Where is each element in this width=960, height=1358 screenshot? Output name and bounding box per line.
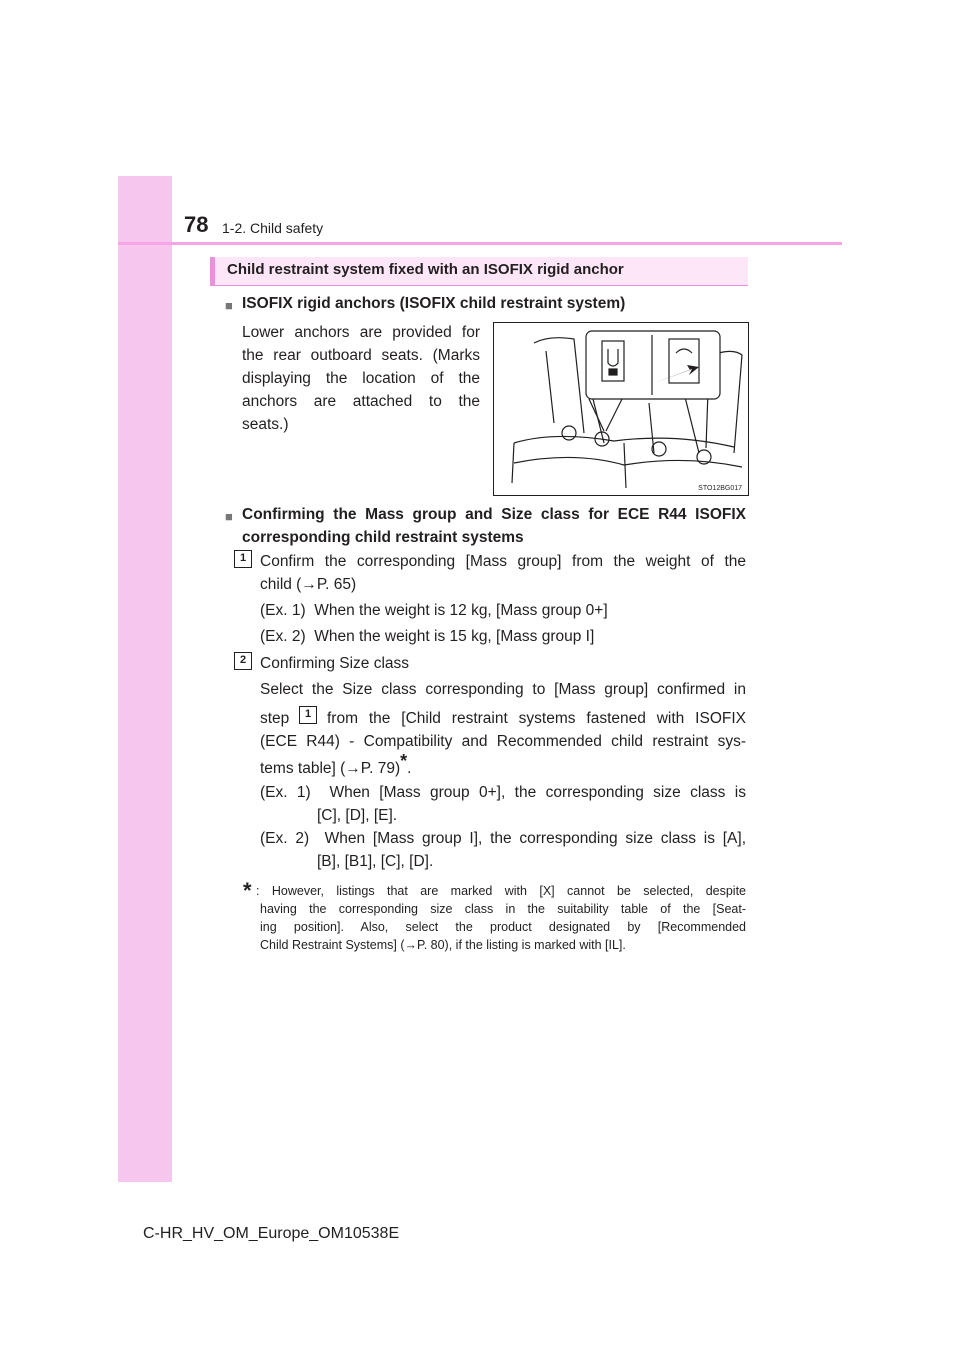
bullet-square-icon: ■ [225,509,233,524]
step-1-line-2: child (→P. 65) [260,576,357,593]
step-1-line-1: Confirm the corresponding [Mass group] from the weight of the [260,553,746,570]
rear-seat-isofix-drawing [494,323,748,495]
section-heading-text: Child restraint system fixed with an ISOFIX rigid anchor [227,261,624,278]
confirming-title-1: Confirming the Mass group and Size class for ECE R44 ISOFIX [242,506,746,523]
step-2-line-3b: from the [Child restraint systems fastened with ISOFIX [327,710,746,727]
page-number: 78 [184,212,209,237]
heading-divider [210,285,748,286]
sidebar-tab [118,176,172,1182]
step-2-example-2b: [B], [B1], [C], [D]. [317,853,434,870]
confirming-title-2: corresponding child restraint systems [242,529,524,546]
section-heading [210,257,748,285]
footnote-line-1: : However, listings that are marked with [X] cannot be selected, despite [256,884,746,898]
asterisk-marker: * [400,750,408,771]
seat-anchor-illustration [493,322,749,496]
step-2-line-1: Confirming Size class [260,655,410,672]
isofix-line-5: seats.) [242,416,289,433]
step-2-number: 2 [234,652,252,670]
step-1-example-2: (Ex. 2) When the weight is 15 kg, [Mass group I] [260,628,595,645]
step-1-reference: 1 [299,706,317,724]
isofix-line-4: anchors are attached to the [242,393,480,410]
step-2-line-5: tems table] (→P. 79)*. [260,750,412,777]
step-2-line-3a: step [260,710,290,727]
footnote-line-2: having the corresponding size class in the suitability table of the [Seat- [260,902,746,916]
step-2-line-2: Select the Size class corresponding to [Mass group] confirmed in [260,681,746,698]
step-2-example-1a: (Ex. 1) When [Mass group 0+], the corresponding size class is [260,784,746,801]
figure-label: STO12BG017 [698,485,742,492]
step-2-line-4: (ECE R44) - Compatibility and Recommended child restraint sys- [260,733,746,750]
section-title: 1-2. Child safety [222,220,324,236]
footnote-line-4: Child Restraint Systems] (→P. 80), if the listing is marked with [IL]. [260,938,626,952]
step-2-example-2a: (Ex. 2) When [Mass group I], the corresponding size class is [A], [260,830,746,847]
step-1-number: 1 [234,550,252,568]
step-2-example-1b: [C], [D], [E]. [317,807,398,824]
isofix-line-3: displaying the location of the [242,370,480,387]
isofix-line-2: the rear outboard seats. (Marks [242,347,480,364]
isofix-title: ISOFIX rigid anchors (ISOFIX child restraint system) [242,295,626,312]
step-1-example-1: (Ex. 1) When the weight is 12 kg, [Mass group 0+] [260,602,608,619]
bullet-square-icon: ■ [225,298,233,313]
document-code: C-HR_HV_OM_Europe_OM10538E [143,1225,400,1242]
footnote-asterisk: * [243,878,252,903]
header-divider [118,242,842,245]
footnote-line-3: ing position]. Also, select the product designated by [Recommended [260,920,746,934]
isofix-line-1: Lower anchors are provided for [242,324,480,341]
